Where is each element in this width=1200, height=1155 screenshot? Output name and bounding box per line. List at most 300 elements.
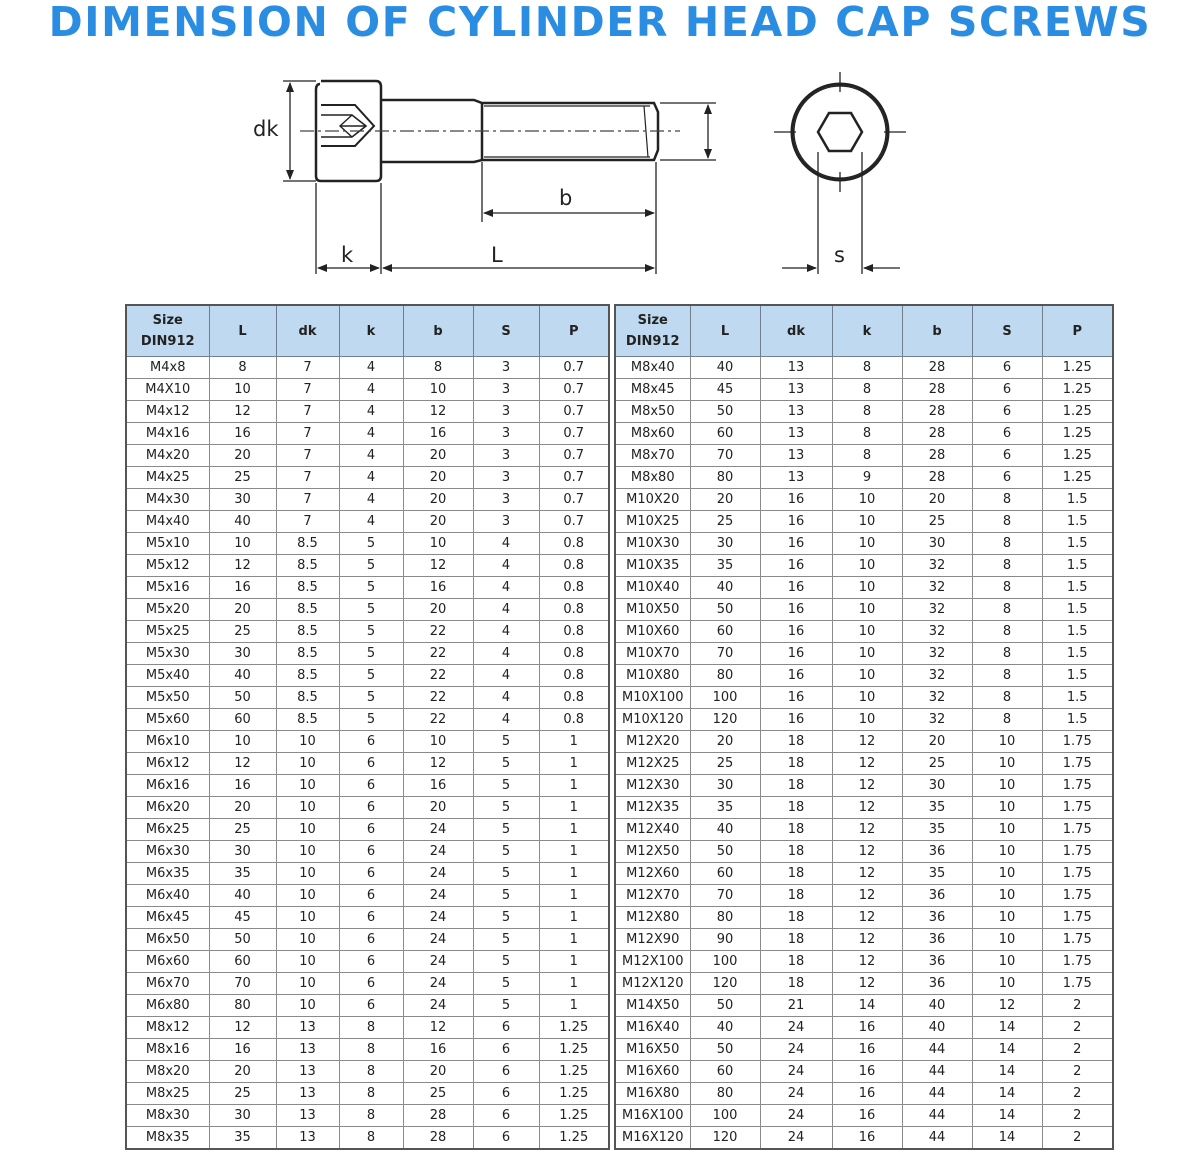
- table-row: [615, 885, 1113, 907]
- cell-dk: 8.5: [276, 533, 339, 555]
- cell-b: 25: [902, 511, 972, 533]
- cell-S: 10: [972, 929, 1042, 951]
- cell-S: 8: [972, 665, 1042, 687]
- cell-S: 12: [972, 995, 1042, 1017]
- cell-L: 90: [690, 929, 760, 951]
- cell-S: 8: [972, 687, 1042, 709]
- cell-P: 1.25: [539, 1127, 609, 1150]
- table-row: [615, 555, 1113, 577]
- cell-dk: 13: [760, 401, 832, 423]
- cell-S: 4: [473, 621, 539, 643]
- cell-b: 24: [403, 863, 473, 885]
- cell-S: 3: [473, 511, 539, 533]
- cell-b: 12: [403, 753, 473, 775]
- cell-L: 12: [209, 401, 276, 423]
- cell-b: 40: [902, 995, 972, 1017]
- cell-L: 40: [690, 577, 760, 599]
- cell-L: 35: [690, 555, 760, 577]
- table-row: [126, 929, 609, 951]
- table-row: [126, 1083, 609, 1105]
- cell-L: 16: [209, 577, 276, 599]
- cell-S: 8: [972, 511, 1042, 533]
- cell-S: 6: [972, 445, 1042, 467]
- table-row: [126, 555, 609, 577]
- cell-P: 2: [1042, 995, 1113, 1017]
- cell-L: 40: [209, 665, 276, 687]
- cell-size: M4x8: [126, 357, 209, 379]
- cell-size: M6x35: [126, 863, 209, 885]
- cell-b: 10: [403, 379, 473, 401]
- cell-dk: 16: [760, 709, 832, 731]
- table-row: [126, 533, 609, 555]
- cell-P: 1: [539, 797, 609, 819]
- cell-S: 8: [972, 599, 1042, 621]
- table-row: [126, 709, 609, 731]
- cell-b: 44: [902, 1127, 972, 1150]
- cell-dk: 7: [276, 511, 339, 533]
- cell-dk: 18: [760, 775, 832, 797]
- cell-k: 8: [339, 1017, 403, 1039]
- table-row: [126, 907, 609, 929]
- cell-L: 50: [690, 401, 760, 423]
- cell-L: 30: [209, 643, 276, 665]
- cell-S: 6: [473, 1105, 539, 1127]
- cell-S: 14: [972, 1105, 1042, 1127]
- cell-P: 1.75: [1042, 973, 1113, 995]
- cell-L: 60: [690, 1061, 760, 1083]
- cell-size: M16X60: [615, 1061, 690, 1083]
- cell-size: M5x60: [126, 709, 209, 731]
- cell-size: M6x45: [126, 907, 209, 929]
- table-row: [615, 423, 1113, 445]
- table-row: [126, 1061, 609, 1083]
- cell-k: 8: [339, 1127, 403, 1150]
- cell-k: 5: [339, 709, 403, 731]
- cell-dk: 10: [276, 753, 339, 775]
- table-row: [126, 379, 609, 401]
- cell-dk: 7: [276, 379, 339, 401]
- cell-dk: 10: [276, 731, 339, 753]
- cell-L: 80: [690, 467, 760, 489]
- cell-size: M10X30: [615, 533, 690, 555]
- cell-k: 12: [832, 819, 902, 841]
- cell-dk: 10: [276, 863, 339, 885]
- table-row: [126, 401, 609, 423]
- cell-P: 0.7: [539, 357, 609, 379]
- cell-size: M6x60: [126, 951, 209, 973]
- cell-P: 1: [539, 885, 609, 907]
- b-label: b: [559, 186, 573, 210]
- cell-P: 1.75: [1042, 907, 1113, 929]
- cell-size: M5x40: [126, 665, 209, 687]
- table-row: [615, 445, 1113, 467]
- cell-k: 10: [832, 665, 902, 687]
- cell-S: 5: [473, 841, 539, 863]
- cell-b: 20: [902, 731, 972, 753]
- cell-S: 6: [972, 357, 1042, 379]
- cell-L: 25: [209, 467, 276, 489]
- cell-size: M4x30: [126, 489, 209, 511]
- cell-size: M4x16: [126, 423, 209, 445]
- cell-dk: 13: [276, 1127, 339, 1150]
- cell-L: 20: [690, 489, 760, 511]
- table-row: [615, 929, 1113, 951]
- cell-size: M8x25: [126, 1083, 209, 1105]
- cell-k: 14: [832, 995, 902, 1017]
- column-header-P: P: [1042, 305, 1113, 357]
- cell-dk: 8.5: [276, 665, 339, 687]
- cell-dk: 7: [276, 445, 339, 467]
- table-row: [126, 357, 609, 379]
- cell-b: 24: [403, 973, 473, 995]
- cell-size: M4x40: [126, 511, 209, 533]
- cell-S: 3: [473, 357, 539, 379]
- cell-dk: 13: [276, 1105, 339, 1127]
- cell-P: 0.7: [539, 489, 609, 511]
- cell-size: M8x80: [615, 467, 690, 489]
- cell-dk: 18: [760, 929, 832, 951]
- cell-size: M6x80: [126, 995, 209, 1017]
- cell-S: 5: [473, 775, 539, 797]
- cell-dk: 13: [276, 1083, 339, 1105]
- cell-size: M12X120: [615, 973, 690, 995]
- cell-P: 1: [539, 841, 609, 863]
- cell-L: 120: [690, 1127, 760, 1150]
- cell-k: 8: [832, 423, 902, 445]
- cell-dk: 24: [760, 1083, 832, 1105]
- cell-S: 6: [473, 1039, 539, 1061]
- cell-b: 30: [902, 533, 972, 555]
- cell-k: 16: [832, 1127, 902, 1150]
- cell-P: 1.5: [1042, 665, 1113, 687]
- cell-k: 6: [339, 731, 403, 753]
- cell-size: M8x40: [615, 357, 690, 379]
- cell-P: 1.25: [1042, 379, 1113, 401]
- table-row: [615, 489, 1113, 511]
- cell-dk: 18: [760, 951, 832, 973]
- cell-L: 35: [209, 863, 276, 885]
- cell-size: M5x30: [126, 643, 209, 665]
- cell-dk: 7: [276, 423, 339, 445]
- cell-dk: 13: [760, 357, 832, 379]
- table-row: [615, 379, 1113, 401]
- cell-b: 32: [902, 643, 972, 665]
- cell-dk: 10: [276, 995, 339, 1017]
- cell-L: 25: [690, 511, 760, 533]
- cell-S: 5: [473, 885, 539, 907]
- cell-dk: 24: [760, 1127, 832, 1150]
- cell-b: 32: [902, 621, 972, 643]
- table-row: [615, 577, 1113, 599]
- column-header-L: L: [690, 305, 760, 357]
- size-column-header: Size DIN912: [615, 305, 690, 357]
- cell-L: 12: [209, 1017, 276, 1039]
- cell-k: 4: [339, 423, 403, 445]
- cell-k: 16: [832, 1061, 902, 1083]
- cell-b: 12: [403, 1017, 473, 1039]
- cell-P: 0.8: [539, 621, 609, 643]
- cell-P: 1: [539, 863, 609, 885]
- cell-b: 32: [902, 687, 972, 709]
- table-row: [126, 885, 609, 907]
- table-row: [615, 665, 1113, 687]
- cell-b: 20: [403, 599, 473, 621]
- cell-size: M16X40: [615, 1017, 690, 1039]
- table-row: [615, 1061, 1113, 1083]
- cell-P: 0.7: [539, 423, 609, 445]
- cell-L: 70: [690, 885, 760, 907]
- cell-S: 8: [972, 533, 1042, 555]
- cell-P: 0.8: [539, 643, 609, 665]
- cell-dk: 8.5: [276, 687, 339, 709]
- cell-k: 10: [832, 621, 902, 643]
- table-row: [615, 951, 1113, 973]
- cell-size: M10X50: [615, 599, 690, 621]
- cell-k: 10: [832, 489, 902, 511]
- dimension-table-right: [614, 304, 1114, 1150]
- cell-k: 12: [832, 885, 902, 907]
- column-header-L: L: [209, 305, 276, 357]
- table-row: [126, 445, 609, 467]
- L-label: L: [491, 243, 503, 267]
- cell-L: 60: [690, 621, 760, 643]
- cell-S: 8: [972, 643, 1042, 665]
- cell-S: 6: [473, 1061, 539, 1083]
- cell-L: 100: [690, 687, 760, 709]
- cell-b: 44: [902, 1105, 972, 1127]
- cell-L: 25: [209, 819, 276, 841]
- cell-size: M6x30: [126, 841, 209, 863]
- cell-k: 8: [339, 1105, 403, 1127]
- cell-P: 1: [539, 995, 609, 1017]
- table-row: [615, 907, 1113, 929]
- cell-b: 16: [403, 577, 473, 599]
- cell-k: 16: [832, 1083, 902, 1105]
- cell-size: M12X30: [615, 775, 690, 797]
- cell-b: 28: [902, 379, 972, 401]
- cell-size: M6x70: [126, 973, 209, 995]
- cell-b: 22: [403, 643, 473, 665]
- cell-size: M6x25: [126, 819, 209, 841]
- cell-size: M6x40: [126, 885, 209, 907]
- table-header-row: [126, 305, 609, 357]
- cell-dk: 8.5: [276, 577, 339, 599]
- cell-k: 12: [832, 731, 902, 753]
- cell-k: 16: [832, 1039, 902, 1061]
- cell-size: M12X35: [615, 797, 690, 819]
- cell-k: 4: [339, 357, 403, 379]
- cell-S: 8: [972, 555, 1042, 577]
- cell-S: 4: [473, 555, 539, 577]
- cell-S: 4: [473, 533, 539, 555]
- cell-k: 16: [832, 1017, 902, 1039]
- cell-P: 1: [539, 973, 609, 995]
- cell-b: 20: [403, 511, 473, 533]
- cell-S: 10: [972, 907, 1042, 929]
- cell-S: 3: [473, 489, 539, 511]
- cell-dk: 18: [760, 863, 832, 885]
- cell-L: 50: [690, 841, 760, 863]
- table-row: [126, 775, 609, 797]
- table-row: [126, 577, 609, 599]
- cell-S: 4: [473, 665, 539, 687]
- cell-L: 60: [209, 709, 276, 731]
- cell-k: 8: [339, 1039, 403, 1061]
- cell-L: 8: [209, 357, 276, 379]
- table-row: [615, 995, 1113, 1017]
- cell-P: 2: [1042, 1127, 1113, 1150]
- cell-L: 30: [690, 533, 760, 555]
- table-row: [126, 841, 609, 863]
- cell-b: 28: [902, 467, 972, 489]
- cell-P: 1.25: [1042, 357, 1113, 379]
- cell-dk: 16: [760, 687, 832, 709]
- cell-P: 2: [1042, 1083, 1113, 1105]
- cell-P: 2: [1042, 1039, 1113, 1061]
- cell-P: 1.25: [1042, 401, 1113, 423]
- column-header-b: b: [403, 305, 473, 357]
- table-row: [615, 973, 1113, 995]
- cell-b: 28: [902, 401, 972, 423]
- cell-L: 25: [209, 621, 276, 643]
- cell-k: 6: [339, 885, 403, 907]
- cell-size: M12X50: [615, 841, 690, 863]
- cell-L: 80: [209, 995, 276, 1017]
- cell-k: 6: [339, 863, 403, 885]
- cell-size: M4x25: [126, 467, 209, 489]
- cell-k: 12: [832, 863, 902, 885]
- cell-L: 70: [209, 973, 276, 995]
- cell-P: 1.25: [1042, 467, 1113, 489]
- cell-k: 8: [832, 357, 902, 379]
- cell-b: 40: [902, 1017, 972, 1039]
- cell-size: M12X40: [615, 819, 690, 841]
- table-row: [615, 1039, 1113, 1061]
- cell-b: 30: [902, 775, 972, 797]
- cell-dk: 13: [276, 1061, 339, 1083]
- cell-P: 1.5: [1042, 489, 1113, 511]
- cell-b: 36: [902, 907, 972, 929]
- cell-b: 28: [902, 445, 972, 467]
- cell-dk: 10: [276, 841, 339, 863]
- table-row: [126, 1017, 609, 1039]
- cell-L: 25: [690, 753, 760, 775]
- cell-k: 4: [339, 467, 403, 489]
- table-row: [615, 1017, 1113, 1039]
- cell-S: 8: [972, 709, 1042, 731]
- cell-S: 3: [473, 445, 539, 467]
- table-row: [126, 797, 609, 819]
- cell-dk: 21: [760, 995, 832, 1017]
- cell-dk: 10: [276, 775, 339, 797]
- cell-L: 10: [209, 379, 276, 401]
- cell-b: 16: [403, 1039, 473, 1061]
- cell-size: M6x50: [126, 929, 209, 951]
- cell-S: 5: [473, 973, 539, 995]
- table-row: [126, 599, 609, 621]
- cell-b: 24: [403, 841, 473, 863]
- column-header-b: b: [902, 305, 972, 357]
- cell-k: 12: [832, 929, 902, 951]
- cell-k: 12: [832, 973, 902, 995]
- cell-P: 1: [539, 775, 609, 797]
- cell-S: 5: [473, 797, 539, 819]
- cell-P: 1.75: [1042, 753, 1113, 775]
- cell-L: 50: [209, 687, 276, 709]
- column-header-P: P: [539, 305, 609, 357]
- cell-L: 30: [209, 1105, 276, 1127]
- cell-b: 44: [902, 1039, 972, 1061]
- cell-k: 12: [832, 841, 902, 863]
- cell-S: 10: [972, 885, 1042, 907]
- table-row: [126, 819, 609, 841]
- cell-b: 25: [403, 1083, 473, 1105]
- cell-P: 2: [1042, 1105, 1113, 1127]
- cell-dk: 18: [760, 731, 832, 753]
- cell-b: 32: [902, 577, 972, 599]
- cell-dk: 16: [760, 577, 832, 599]
- cell-dk: 8.5: [276, 599, 339, 621]
- table-row: [615, 401, 1113, 423]
- k-label: k: [341, 243, 354, 267]
- cell-P: 1: [539, 907, 609, 929]
- cell-size: M16X50: [615, 1039, 690, 1061]
- cell-S: 8: [972, 621, 1042, 643]
- cell-S: 10: [972, 841, 1042, 863]
- table-row: [126, 1105, 609, 1127]
- cell-b: 25: [902, 753, 972, 775]
- cell-L: 100: [690, 951, 760, 973]
- cell-k: 16: [832, 1105, 902, 1127]
- cell-k: 10: [832, 533, 902, 555]
- cell-dk: 8.5: [276, 621, 339, 643]
- cell-size: M8x45: [615, 379, 690, 401]
- cell-dk: 13: [276, 1017, 339, 1039]
- cell-P: 0.8: [539, 599, 609, 621]
- cell-L: 20: [690, 731, 760, 753]
- cell-dk: 13: [760, 423, 832, 445]
- table-row: [126, 665, 609, 687]
- cell-S: 14: [972, 1083, 1042, 1105]
- table-row: [126, 863, 609, 885]
- cell-size: M8x50: [615, 401, 690, 423]
- cell-L: 120: [690, 709, 760, 731]
- cell-S: 14: [972, 1061, 1042, 1083]
- table-row: [126, 1127, 609, 1150]
- cell-b: 20: [403, 1061, 473, 1083]
- cell-P: 1.75: [1042, 863, 1113, 885]
- cell-dk: 10: [276, 885, 339, 907]
- cell-L: 12: [209, 753, 276, 775]
- cell-b: 24: [403, 929, 473, 951]
- cell-L: 60: [690, 863, 760, 885]
- cell-b: 20: [403, 797, 473, 819]
- cell-k: 6: [339, 951, 403, 973]
- table-row: [615, 467, 1113, 489]
- cell-k: 8: [832, 445, 902, 467]
- cell-L: 10: [209, 533, 276, 555]
- cell-S: 8: [972, 577, 1042, 599]
- cell-P: 1.25: [539, 1017, 609, 1039]
- cell-P: 0.7: [539, 379, 609, 401]
- cell-k: 4: [339, 445, 403, 467]
- cell-P: 1: [539, 731, 609, 753]
- cell-size: M16X80: [615, 1083, 690, 1105]
- cell-S: 10: [972, 973, 1042, 995]
- cell-size: M4x20: [126, 445, 209, 467]
- cell-P: 1.75: [1042, 929, 1113, 951]
- cell-dk: 10: [276, 907, 339, 929]
